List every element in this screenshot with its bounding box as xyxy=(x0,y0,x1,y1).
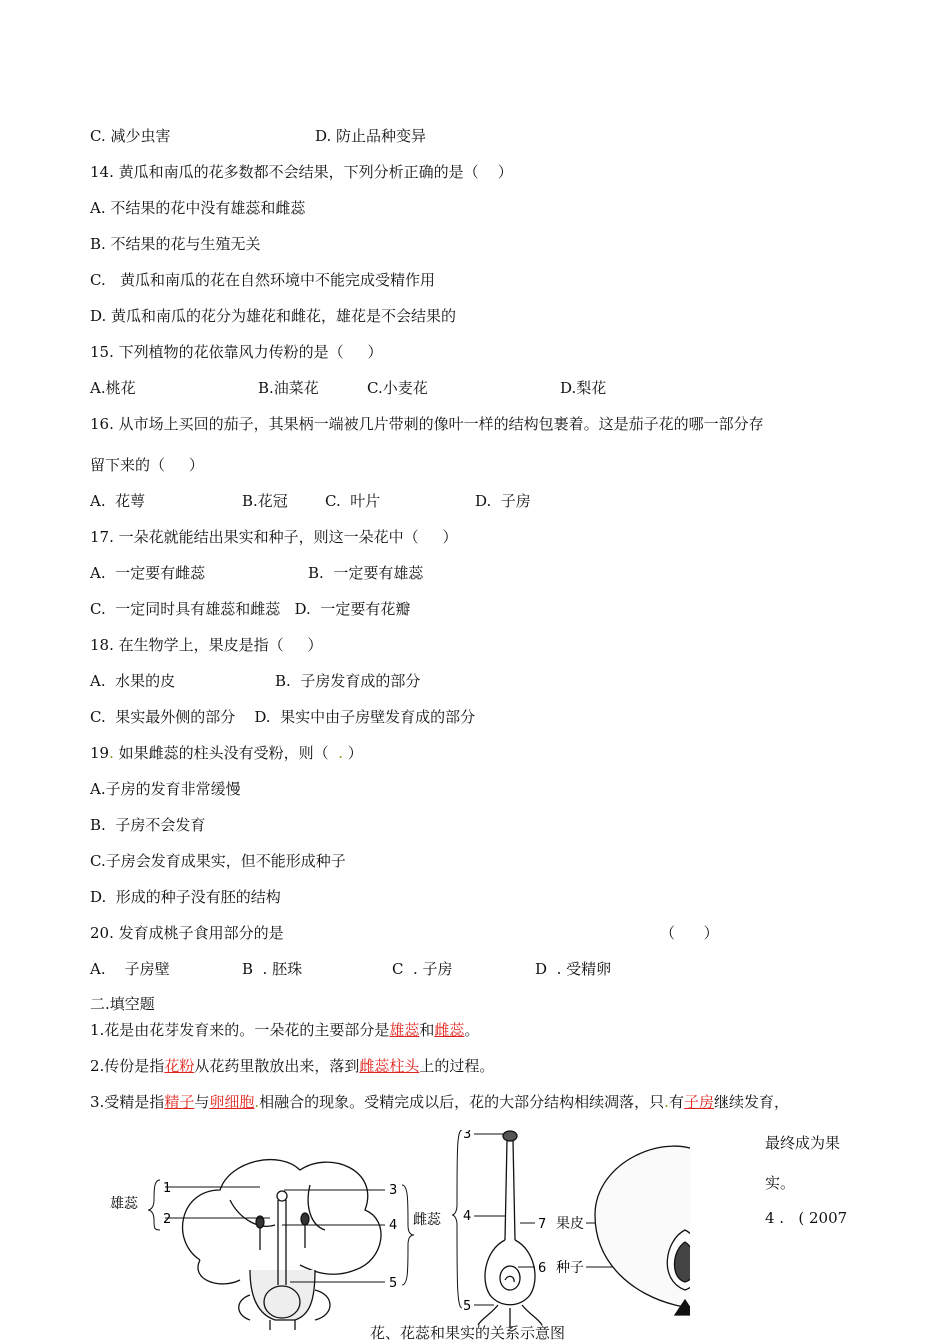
q16-option-d: D. 子房 xyxy=(475,492,531,510)
fill-3-answer-2: 卵细胞 xyxy=(209,1093,255,1111)
q19-text: 如果雌蕊的柱头没有受粉，则（ xyxy=(113,744,339,762)
fill-3-mark: . xyxy=(254,1093,260,1111)
fill-2-text: 2.传份是指 xyxy=(90,1057,165,1075)
q16-option-b: B.花冠 xyxy=(242,492,288,510)
q16-option-c: C. 叶片 xyxy=(325,492,381,510)
fill-3-mid: 相融合的现象。受精完成以后，花的大部分结构相续凋落，只 xyxy=(259,1093,665,1111)
fruit-illustration xyxy=(595,1146,690,1315)
q16-option-a: A. 花萼 xyxy=(90,492,146,510)
fill-1-end: 。 xyxy=(464,1021,480,1039)
figure-caption: 花、花蕊和果实的关系示意图 xyxy=(370,1324,566,1342)
label-num-4: 4 xyxy=(389,1218,398,1233)
question-19 xyxy=(90,743,363,763)
pistil-num-4: 4 xyxy=(463,1209,472,1224)
q18-option-b: B. 子房发育成的部分 xyxy=(275,672,421,690)
pistil-illustration xyxy=(478,1131,542,1328)
fill-2-answer-1: 花粉 xyxy=(164,1057,195,1075)
q14-option-b: B. 不结果的花与生殖无关 xyxy=(90,235,261,253)
fill-2-answer-2: 雌蕊柱头 xyxy=(359,1057,420,1075)
label-num-5: 5 xyxy=(389,1276,398,1291)
label-num-3: 3 xyxy=(389,1183,398,1198)
question-20: 20. 发育成桃子食用部分的是 xyxy=(90,924,284,942)
q14-option-c: C. 黄瓜和南瓜的花在自然环境中不能完成受精作用 xyxy=(90,271,436,289)
question-18: 18. 在生物学上，果皮是指（ ） xyxy=(90,636,323,654)
label-num-1: 1 xyxy=(163,1181,172,1196)
label-xiongrui: 雄蕊 xyxy=(110,1196,138,1212)
fill-question-2 xyxy=(90,1056,494,1076)
fill-question-1 xyxy=(90,1020,479,1040)
fill-3-end: 继续发育， xyxy=(713,1093,789,1111)
fill-1-text: 1.花是由花芽发育来的。一朵花的主要部分是 xyxy=(90,1021,390,1039)
pistil-num-7: 7 xyxy=(538,1217,547,1232)
q13-option-c: C. 减少虫害 xyxy=(90,127,171,145)
side-text-1: 最终成为果 xyxy=(765,1134,841,1152)
question-17: 17. 一朵花就能结出果实和种子，则这一朵花中（ ） xyxy=(90,528,458,546)
q18-option-a: A. 水果的皮 xyxy=(90,672,176,690)
fill-1-and: 和 xyxy=(419,1021,435,1039)
fill-2-mid: 从花药里散放出来，落到 xyxy=(194,1057,360,1075)
fill-3-text: 3.受精是指 xyxy=(90,1093,165,1111)
fill-2-end: 上的过程。 xyxy=(419,1057,495,1075)
fill-1-answer-2: 雌蕊 xyxy=(434,1021,465,1039)
q14-option-d: D. 黄瓜和南瓜的花分为雄花和雌花，雄花是不会结果的 xyxy=(90,307,457,325)
q15-option-a: A.桃花 xyxy=(90,379,136,397)
q20-option-d: D . 受精卵 xyxy=(535,960,612,978)
q15-option-b: B.油菜花 xyxy=(258,379,319,397)
q20-answer-paren: （ ） xyxy=(660,924,719,942)
fill-1-answer-1: 雄蕊 xyxy=(389,1021,420,1039)
q17-option-a: A. 一定要有雌蕊 xyxy=(90,564,206,582)
q20-option-c: C . 子房 xyxy=(392,960,453,978)
section-fill-in-title: 二.填空题 xyxy=(90,995,155,1013)
fill-3-answer-3: 子房 xyxy=(683,1093,714,1111)
fill-3-and: 与 xyxy=(194,1093,210,1111)
q19-mark-2: . xyxy=(338,744,343,762)
q14-option-a: A. 不结果的花中没有雄蕊和雌蕊 xyxy=(90,199,306,217)
q20-option-b: B . 胚珠 xyxy=(242,960,303,978)
pistil-num-3: 3 xyxy=(463,1130,472,1142)
q19-option-a: A.子房的发育非常缓慢 xyxy=(90,780,241,798)
q19-option-b: B. 子房不会发育 xyxy=(90,816,206,834)
side-text-3: 4 . ( 2007 xyxy=(765,1209,848,1227)
label-num-2: 2 xyxy=(163,1212,172,1227)
q15-option-d: D.梨花 xyxy=(560,379,607,397)
fill-3-answer-1: 精子 xyxy=(164,1093,195,1111)
pistil-num-5: 5 xyxy=(463,1299,472,1314)
q19-mark: . xyxy=(109,744,114,762)
label-cirui: 雌蕊 xyxy=(413,1212,441,1228)
q17-option-b: B. 一定要有雄蕊 xyxy=(308,564,424,582)
flower-labels xyxy=(148,1180,414,1285)
q19-option-c: C.子房会发育成果实，但不能形成种子 xyxy=(90,852,346,870)
question-16-continued: 留下来的（ ） xyxy=(90,456,204,474)
fill-3-mark-2: . xyxy=(664,1093,669,1111)
q19-number: 19 xyxy=(90,744,110,762)
q13-option-d: D. 防止品种变异 xyxy=(315,127,427,145)
q18-options-cd: C. 果实最外侧的部分 D. 果实中由子房壁发育成的部分 xyxy=(90,708,476,726)
fill-question-3 xyxy=(90,1092,789,1112)
question-16: 16. 从市场上买回的茄子，其果柄一端被几片带刺的像叶一样的结构包裹着。这是茄子花的哪一部分存 xyxy=(90,415,764,433)
side-text-2: 实。 xyxy=(765,1174,796,1192)
flower-illustration xyxy=(183,1160,381,1330)
fill-3-you: 有 xyxy=(668,1093,684,1111)
q15-option-c: C.小麦花 xyxy=(367,379,428,397)
flower-pistil-fruit-figure xyxy=(110,1130,690,1330)
pistil-num-6: 6 xyxy=(538,1261,547,1276)
q20-option-a: A. 子房壁 xyxy=(90,960,170,978)
question-14: 14. 黄瓜和南瓜的花多数都不会结果，下列分析正确的是（ ） xyxy=(90,163,513,181)
q19-option-d: D. 形成的种子没有胚的结构 xyxy=(90,888,281,906)
q17-options-cd: C. 一定同时具有雄蕊和雌蕊 D. 一定要有花瓣 xyxy=(90,600,411,618)
label-zhongzi: 种子 xyxy=(556,1260,584,1276)
label-guopi: 果皮 xyxy=(556,1216,584,1232)
question-15: 15. 下列植物的花依靠风力传粉的是（ ） xyxy=(90,343,383,361)
q19-paren: ） xyxy=(342,744,363,762)
